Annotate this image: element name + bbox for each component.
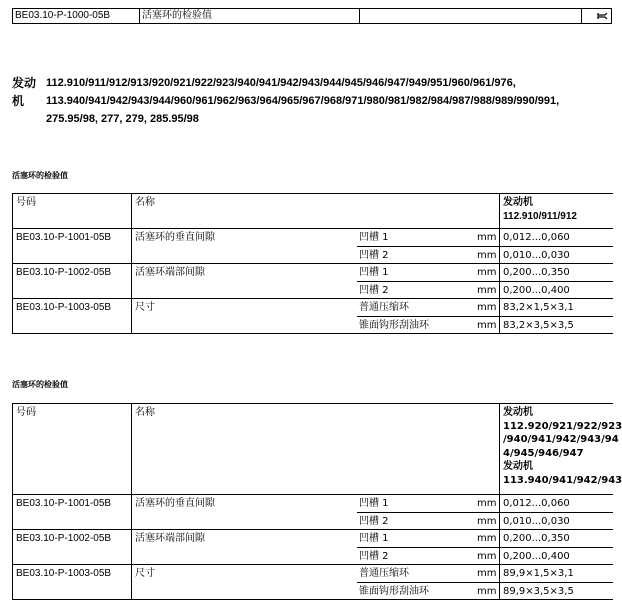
- spec-table-1: [12, 193, 613, 334]
- groove-label: 凹槽 2: [359, 551, 389, 562]
- value: 0,200...0,400: [503, 551, 570, 562]
- engine-line: 112.920/921/922/923: [503, 420, 622, 432]
- groove-label: 凹槽 2: [359, 250, 389, 261]
- engines-line: 113.940/941/942/943/944/960/961/962/963/964/965/967/968/971/980/981/982/984/987/988/989/990/991,: [46, 95, 560, 107]
- unit: mm: [477, 533, 497, 544]
- document-header: [12, 8, 612, 24]
- row-code: BE03.10-P-1001-05B: [16, 498, 112, 509]
- sub-row: [357, 317, 613, 334]
- engine-line: 发动机: [503, 461, 533, 472]
- table-body-1: [13, 229, 613, 334]
- engines-line: 112.910/911/912/913/920/921/922/923/940/941/942/943/944/945/946/947/949/951/960/961/976,: [46, 77, 516, 89]
- value: 89,9×1,5×3,1: [503, 568, 574, 579]
- col-header-engine: [500, 404, 622, 494]
- unit: mm: [477, 551, 497, 562]
- groove-label: 锥面钩形刮油环: [359, 320, 429, 331]
- unit: mm: [477, 516, 497, 527]
- engine-line: 4/945/946/947: [503, 447, 584, 459]
- row-code: BE03.10-P-1001-05B: [16, 232, 112, 243]
- value: 0,012...0,060: [503, 498, 570, 509]
- sub-row: [357, 583, 613, 600]
- sub-row: [357, 548, 613, 565]
- header-code: BE03.10-P-1000-05B: [15, 10, 111, 21]
- engine-line: 发动机: [503, 407, 533, 418]
- engines-list: [46, 74, 606, 128]
- table-row: [13, 264, 613, 299]
- value: 83,2×3,5×3,5: [503, 320, 574, 331]
- row-name: 尺寸: [135, 302, 155, 313]
- sub-row: [357, 282, 613, 299]
- value: 89,9×3,5×3,5: [503, 586, 574, 597]
- row-code: BE03.10-P-1002-05B: [16, 267, 112, 278]
- sub-row: [357, 299, 613, 316]
- value: 0,010...0,030: [503, 516, 570, 527]
- row-code: BE03.10-P-1002-05B: [16, 533, 112, 544]
- col-header-code: 号码: [16, 407, 36, 418]
- unit: mm: [477, 232, 497, 243]
- sub-row: [357, 513, 613, 530]
- sub-row: [357, 247, 613, 264]
- table-row: [13, 530, 613, 565]
- unit: mm: [477, 302, 497, 313]
- row-name: 活塞环的垂直间隙: [135, 232, 215, 243]
- groove-label: 凹槽 2: [359, 285, 389, 296]
- section-title: 活塞环的检验值: [12, 380, 68, 389]
- engine-line: /940/941/942/943/94: [503, 434, 619, 445]
- header-divider: [581, 9, 582, 23]
- value: 0,200...0,350: [503, 533, 570, 544]
- header-divider: [359, 9, 360, 23]
- groove-label: 凹槽 1: [359, 267, 389, 278]
- table-row: [13, 495, 613, 530]
- col-header-name: 名称: [135, 197, 155, 208]
- row-name: 活塞环端部间隙: [135, 533, 205, 544]
- col-header-name: 名称: [135, 407, 155, 418]
- sub-row: [357, 530, 613, 547]
- section-title: 活塞环的检验值: [12, 171, 68, 180]
- sub-row: [357, 229, 613, 246]
- row-name: 活塞环端部间隙: [135, 267, 205, 278]
- row-code: BE03.10-P-1003-05B: [16, 302, 112, 313]
- sub-row: [357, 495, 613, 512]
- unit: mm: [477, 320, 497, 331]
- pin-icon[interactable]: [597, 10, 609, 22]
- table-header-row: [13, 404, 622, 495]
- row-name: 尺寸: [135, 568, 155, 579]
- unit: mm: [477, 250, 497, 261]
- table-row: [13, 565, 613, 600]
- col-header-code: 号码: [16, 197, 36, 208]
- engine-label: 发动机: [503, 197, 533, 208]
- unit: mm: [477, 568, 497, 579]
- row-code: BE03.10-P-1003-05B: [16, 568, 112, 579]
- engines-line: 275.95/98, 277, 279, 285.95/98: [46, 113, 199, 125]
- unit: mm: [477, 586, 497, 597]
- table-row: [13, 299, 613, 334]
- table-body-2: [13, 495, 613, 600]
- table-row: [13, 229, 613, 264]
- groove-label: 普通压缩环: [359, 568, 409, 579]
- value: 0,200...0,400: [503, 285, 570, 296]
- groove-label: 普通压缩环: [359, 302, 409, 313]
- groove-label: 凹槽 1: [359, 232, 389, 243]
- value: 83,2×1,5×3,1: [503, 302, 574, 313]
- groove-label: 凹槽 1: [359, 533, 389, 544]
- unit: mm: [477, 498, 497, 509]
- value: 0,012...0,060: [503, 232, 570, 243]
- spec-table-2: [12, 403, 622, 600]
- value: 0,010...0,030: [503, 250, 570, 261]
- groove-label: 凹槽 1: [359, 498, 389, 509]
- engine-line: 113.940/941/942/943: [503, 474, 622, 486]
- engine-models: 112.910/911/912: [503, 211, 577, 222]
- header-title: 活塞环的检验值: [142, 10, 212, 21]
- value: 0,200...0,350: [503, 267, 570, 278]
- engines-label: 发动机: [12, 76, 37, 108]
- col-header-engine: [500, 194, 613, 228]
- groove-label: 凹槽 2: [359, 516, 389, 527]
- row-name: 活塞环的垂直间隙: [135, 498, 215, 509]
- unit: mm: [477, 267, 497, 278]
- sub-row: [357, 565, 613, 582]
- unit: mm: [477, 285, 497, 296]
- groove-label: 锥面钩形刮油环: [359, 586, 429, 597]
- table-header-row: [13, 194, 613, 229]
- sub-row: [357, 264, 613, 281]
